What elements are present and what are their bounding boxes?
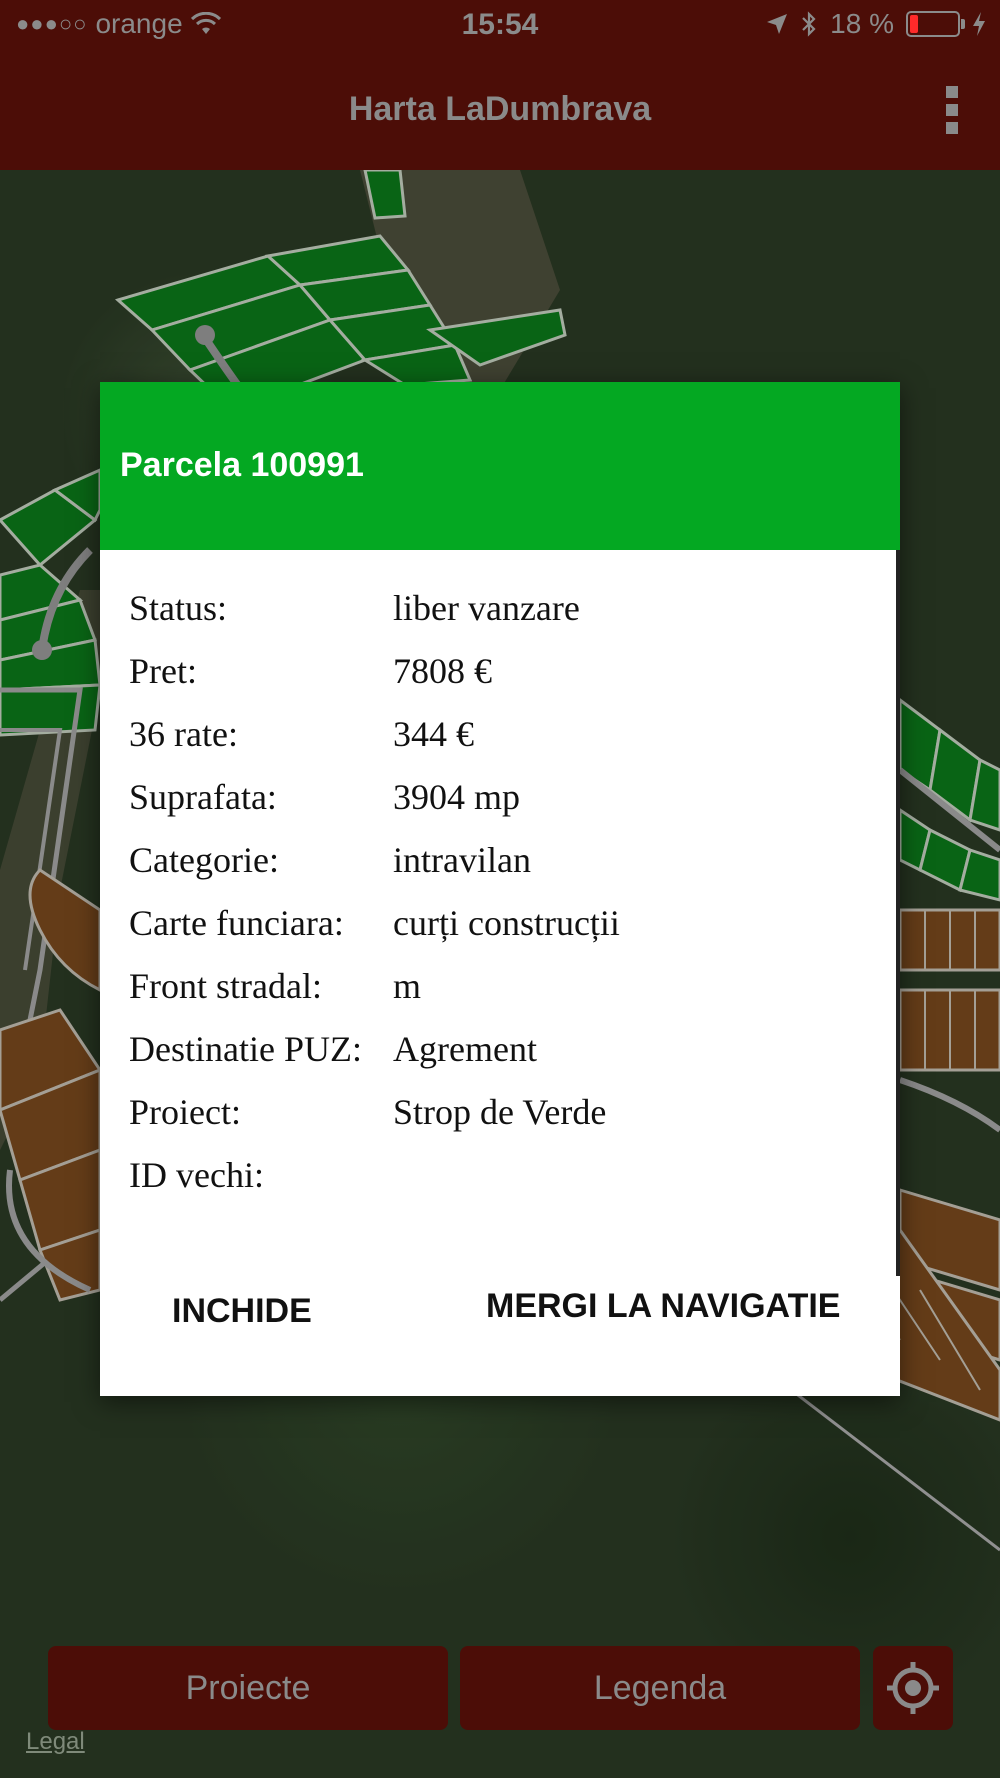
page-title: Harta LaDumbrava (348, 90, 652, 128)
detail-value: 344 € (393, 713, 474, 754)
detail-row-area (129, 765, 869, 828)
charging-bolt-icon (972, 11, 986, 37)
kebab-dot (946, 104, 958, 116)
battery-level (910, 15, 918, 33)
detail-label: 36 rate: (129, 713, 238, 754)
dialog-header (100, 382, 900, 550)
battery-tip (961, 19, 965, 29)
nav-bar (0, 50, 1000, 170)
parcel-details (129, 576, 869, 1206)
detail-row-category (129, 828, 869, 891)
legend-button[interactable]: Legenda (460, 1646, 860, 1730)
detail-row-installments (129, 702, 869, 765)
detail-value: liber vanzare (393, 587, 580, 628)
dialog-title: Parcela 100991 (120, 446, 364, 484)
legal-link[interactable]: Legal (26, 1728, 85, 1755)
projects-button[interactable]: Proiecte (48, 1646, 448, 1730)
status-time: 15:54 (461, 8, 539, 41)
detail-row-puz-destination (129, 1017, 869, 1080)
detail-label: Proiect: (129, 1091, 241, 1132)
detail-value: intravilan (393, 839, 531, 880)
detail-label: Destinatie PUZ: (129, 1028, 362, 1069)
detail-row-street-front (129, 954, 869, 1017)
detail-value: Agrement (393, 1028, 537, 1069)
detail-row-land-registry (129, 891, 869, 954)
battery-percent: 18 % (830, 8, 894, 39)
locate-icon (873, 1646, 953, 1730)
detail-row-project (129, 1080, 869, 1143)
bluetooth-icon (800, 11, 818, 37)
detail-label: Suprafata: (129, 776, 277, 817)
kebab-menu-icon[interactable] (946, 86, 960, 136)
detail-label: Front stradal: (129, 965, 322, 1006)
detail-label: Carte funciara: (129, 902, 344, 943)
detail-value: m (393, 965, 422, 1006)
signal-strength-icon: ●●●○○ (16, 11, 88, 36)
detail-label: ID vechi: (129, 1154, 264, 1195)
detail-value: 7808 € (393, 650, 492, 691)
kebab-dot (946, 86, 958, 98)
detail-row-old-id (129, 1143, 869, 1206)
location-arrow-icon (766, 13, 788, 35)
navigate-button[interactable]: MERGI LA NAVIGATIE (486, 1287, 841, 1325)
detail-label: Pret: (129, 650, 197, 691)
locate-button[interactable] (873, 1646, 953, 1730)
kebab-dot (946, 122, 958, 134)
carrier-name: orange (95, 8, 183, 39)
battery-icon (906, 11, 960, 37)
detail-value: Strop de Verde (393, 1091, 607, 1132)
status-right (766, 8, 986, 40)
detail-value: curți construcții (393, 902, 620, 943)
status-bar (0, 0, 1000, 50)
detail-row-status (129, 576, 869, 639)
detail-label: Categorie: (129, 839, 279, 880)
dialog-scrollbar[interactable] (896, 550, 900, 1276)
close-button[interactable]: INCHIDE (172, 1292, 312, 1330)
detail-value: 3904 mp (393, 776, 521, 817)
parcel-dialog (100, 382, 900, 1396)
detail-row-price (129, 639, 869, 702)
detail-label: Status: (129, 587, 228, 628)
